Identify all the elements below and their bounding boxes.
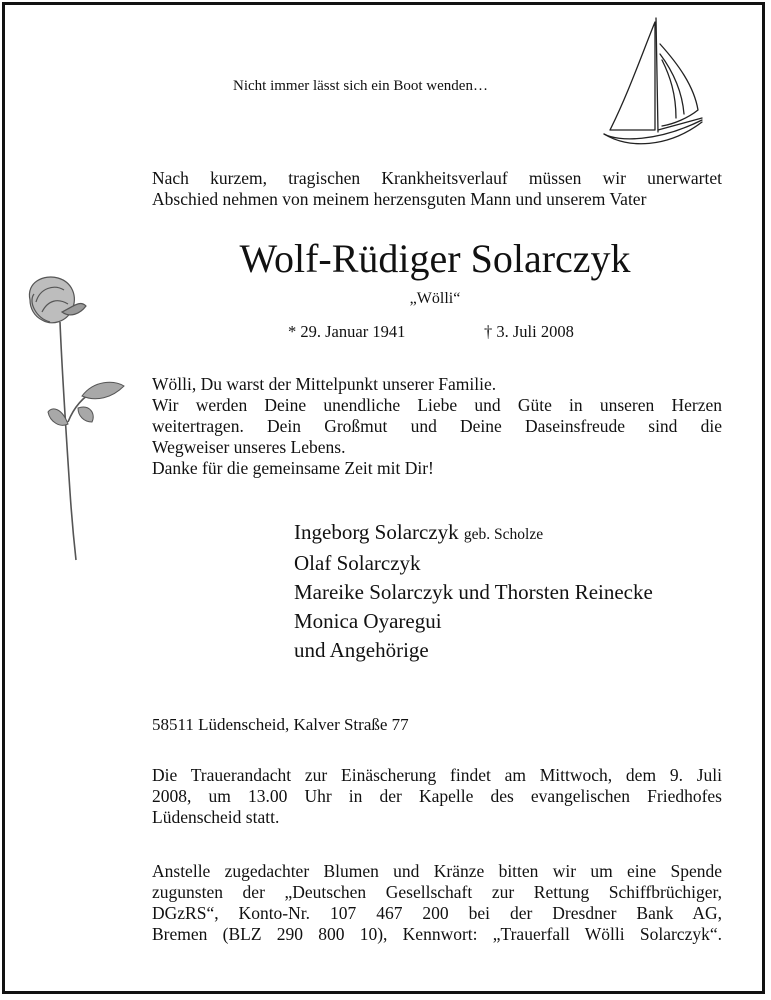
sailboat-icon <box>598 14 708 154</box>
message-line: weitertragen. Dein Großmut und Deine Daseinsfreude sind die <box>152 416 722 436</box>
mourners-list <box>294 518 653 665</box>
intro-line: Nach kurzem, tragischen Krankheitsverlauf müssen wir unerwartet <box>152 168 722 188</box>
mourner-wife <box>294 518 653 549</box>
intro-line: Abschied nehmen von meinem herzensguten Mann und unserem Vater <box>152 189 647 209</box>
message-line: Danke für die gemeinsame Zeit mit Dir! <box>152 458 434 478</box>
death-date: † 3. Juli 2008 <box>484 322 574 341</box>
donation-paragraph <box>152 861 722 945</box>
message-line: Wegweiser unseres Lebens. <box>152 437 346 457</box>
message-paragraph <box>152 374 722 479</box>
birth-date: * 29. Januar 1941 <box>288 322 406 341</box>
mourner-name: Monica Oyaregui <box>294 609 442 633</box>
message-line: Wir werden Deine unendliche Liebe und Güte in unseren Herzen <box>152 395 722 415</box>
motto: Nicht immer lässt sich ein Boot wenden… <box>233 78 488 94</box>
mourner-name: und Angehörige <box>294 638 429 662</box>
deceased-name: Wolf-Rüdiger Solarczyk <box>239 236 631 281</box>
message-line: Wölli, Du warst der Mittelpunkt unserer Familie. <box>152 374 497 394</box>
mourner-name: Mareike Solarczyk und Thorsten Reinecke <box>294 580 653 604</box>
intro-paragraph <box>152 168 722 210</box>
donation-line: Anstelle zugedachter Blumen und Kränze bitten wir um eine Spende <box>152 861 722 881</box>
mourner-name: Ingeborg Solarczyk <box>294 520 459 544</box>
service-line: Die Trauerandacht zur Einäscherung findet am Mittwoch, dem 9. Juli <box>152 765 722 785</box>
maiden-name-note: geb. Scholze <box>463 526 544 543</box>
service-line: 2008, um 13.00 Uhr in der Kapelle des evangelischen Friedhofes <box>152 786 722 806</box>
deceased-nickname: „Wölli“ <box>409 290 461 307</box>
service-line: Lüdenscheid statt. <box>152 807 280 827</box>
donation-line: zugunsten der „Deutschen Gesellschaft zur Rettung Schiffbrüchiger, <box>152 882 722 902</box>
donation-line: Bremen (BLZ 290 800 10), Kennwort: „Trauerfall Wölli Solarczyk“. <box>152 924 722 944</box>
rose-icon <box>22 272 132 567</box>
address: 58511 Lüdenscheid, Kalver Straße 77 <box>152 715 409 734</box>
donation-line: DGzRS“, Konto-Nr. 107 467 200 bei der Dresdner Bank AG, <box>152 903 722 923</box>
service-paragraph <box>152 765 722 828</box>
mourner-name: Olaf Solarczyk <box>294 551 421 575</box>
